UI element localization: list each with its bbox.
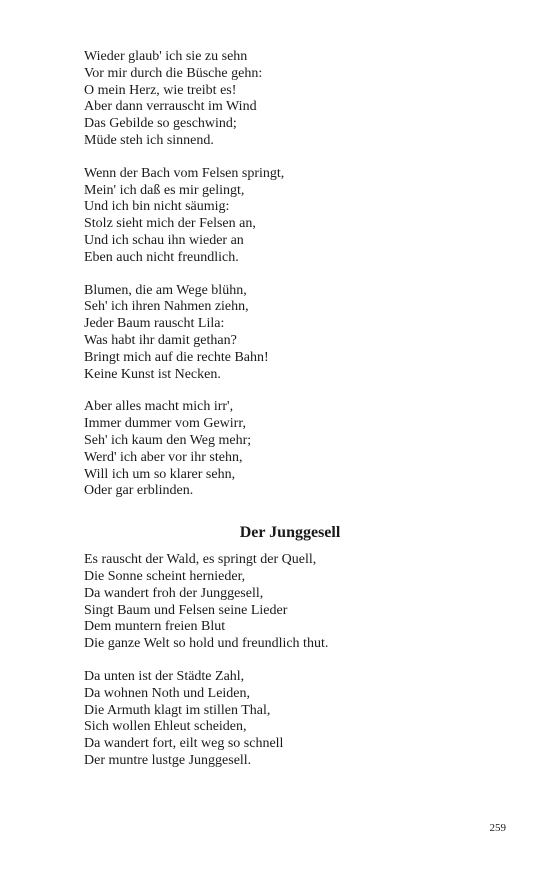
verse-line: Da wandert froh der Junggesell,	[84, 585, 264, 601]
poem-der-junggesell	[84, 552, 484, 770]
verse-line: Eben auch nicht freundlich.	[84, 249, 239, 265]
stanza	[84, 399, 484, 500]
stanza	[84, 166, 484, 267]
verse-line: Das Gebilde so geschwind;	[84, 116, 237, 132]
verse-line: Es rauscht der Wald, es springt der Quell,	[84, 552, 317, 568]
verse-line: Seh' ich kaum den Weg mehr;	[84, 432, 252, 448]
verse-line: Sich wollen Ehleut scheiden,	[84, 719, 247, 735]
verse-line: Aber alles macht mich irr',	[84, 399, 234, 415]
verse-line: Seh' ich ihren Nahmen ziehn,	[84, 299, 249, 315]
stanza	[84, 552, 484, 653]
page-body	[84, 49, 484, 786]
stanza	[84, 283, 484, 384]
verse-line: Dem muntern freien Blut	[84, 619, 226, 635]
verse-line: Wieder glaub' ich sie zu sehn	[84, 49, 248, 64]
verse-line: Die Armuth klagt im stillen Thal,	[84, 702, 271, 718]
verse-line: Und ich schau ihn wieder an	[84, 232, 244, 248]
verse-line: Mein' ich daß es mir gelingt,	[84, 182, 245, 198]
stanza	[84, 49, 484, 150]
verse-line: Will ich um so klarer sehn,	[84, 466, 236, 482]
verse-line: Immer dummer vom Gewirr,	[84, 416, 246, 432]
verse-line: Keine Kunst ist Necken.	[84, 366, 221, 382]
verse-line: Stolz sieht mich der Felsen an,	[84, 216, 256, 232]
page-number: 259	[489, 822, 506, 834]
stanza	[84, 669, 484, 770]
verse-line: Müde steh ich sinnend.	[84, 132, 214, 148]
verse-line: Da unten ist der Städte Zahl,	[84, 668, 245, 684]
poem-title: Der Junggesell	[239, 524, 341, 542]
poem-continuation	[84, 49, 484, 500]
verse-line: Singt Baum und Felsen seine Lieder	[84, 602, 288, 618]
verse-line: Jeder Baum rauscht Lila:	[84, 316, 225, 332]
verse-line: Die ganze Welt so hold und freundlich thut.	[84, 636, 329, 652]
verse-line: O mein Herz, wie treibt es!	[84, 82, 237, 98]
verse-line: Der muntre lustge Junggesell.	[84, 752, 252, 768]
verse-line: Vor mir durch die Büsche gehn:	[84, 65, 263, 81]
verse-line: Werd' ich aber vor ihr stehn,	[84, 449, 243, 465]
verse-line: Da wohnen Noth und Leiden,	[84, 685, 251, 701]
verse-line: Blumen, die am Wege blühn,	[84, 282, 247, 298]
verse-line: Oder gar erblinden.	[84, 483, 194, 499]
verse-line: Da wandert fort, eilt weg so schnell	[84, 736, 284, 752]
verse-line: Die Sonne scheint hernieder,	[84, 568, 246, 584]
verse-line: Bringt mich auf die rechte Bahn!	[84, 349, 269, 365]
verse-line: Und ich bin nicht säumig:	[84, 199, 230, 215]
verse-line: Aber dann verrauscht im Wind	[84, 99, 257, 115]
verse-line: Was habt ihr damit gethan?	[84, 332, 237, 348]
verse-line: Wenn der Bach vom Felsen springt,	[84, 165, 285, 181]
